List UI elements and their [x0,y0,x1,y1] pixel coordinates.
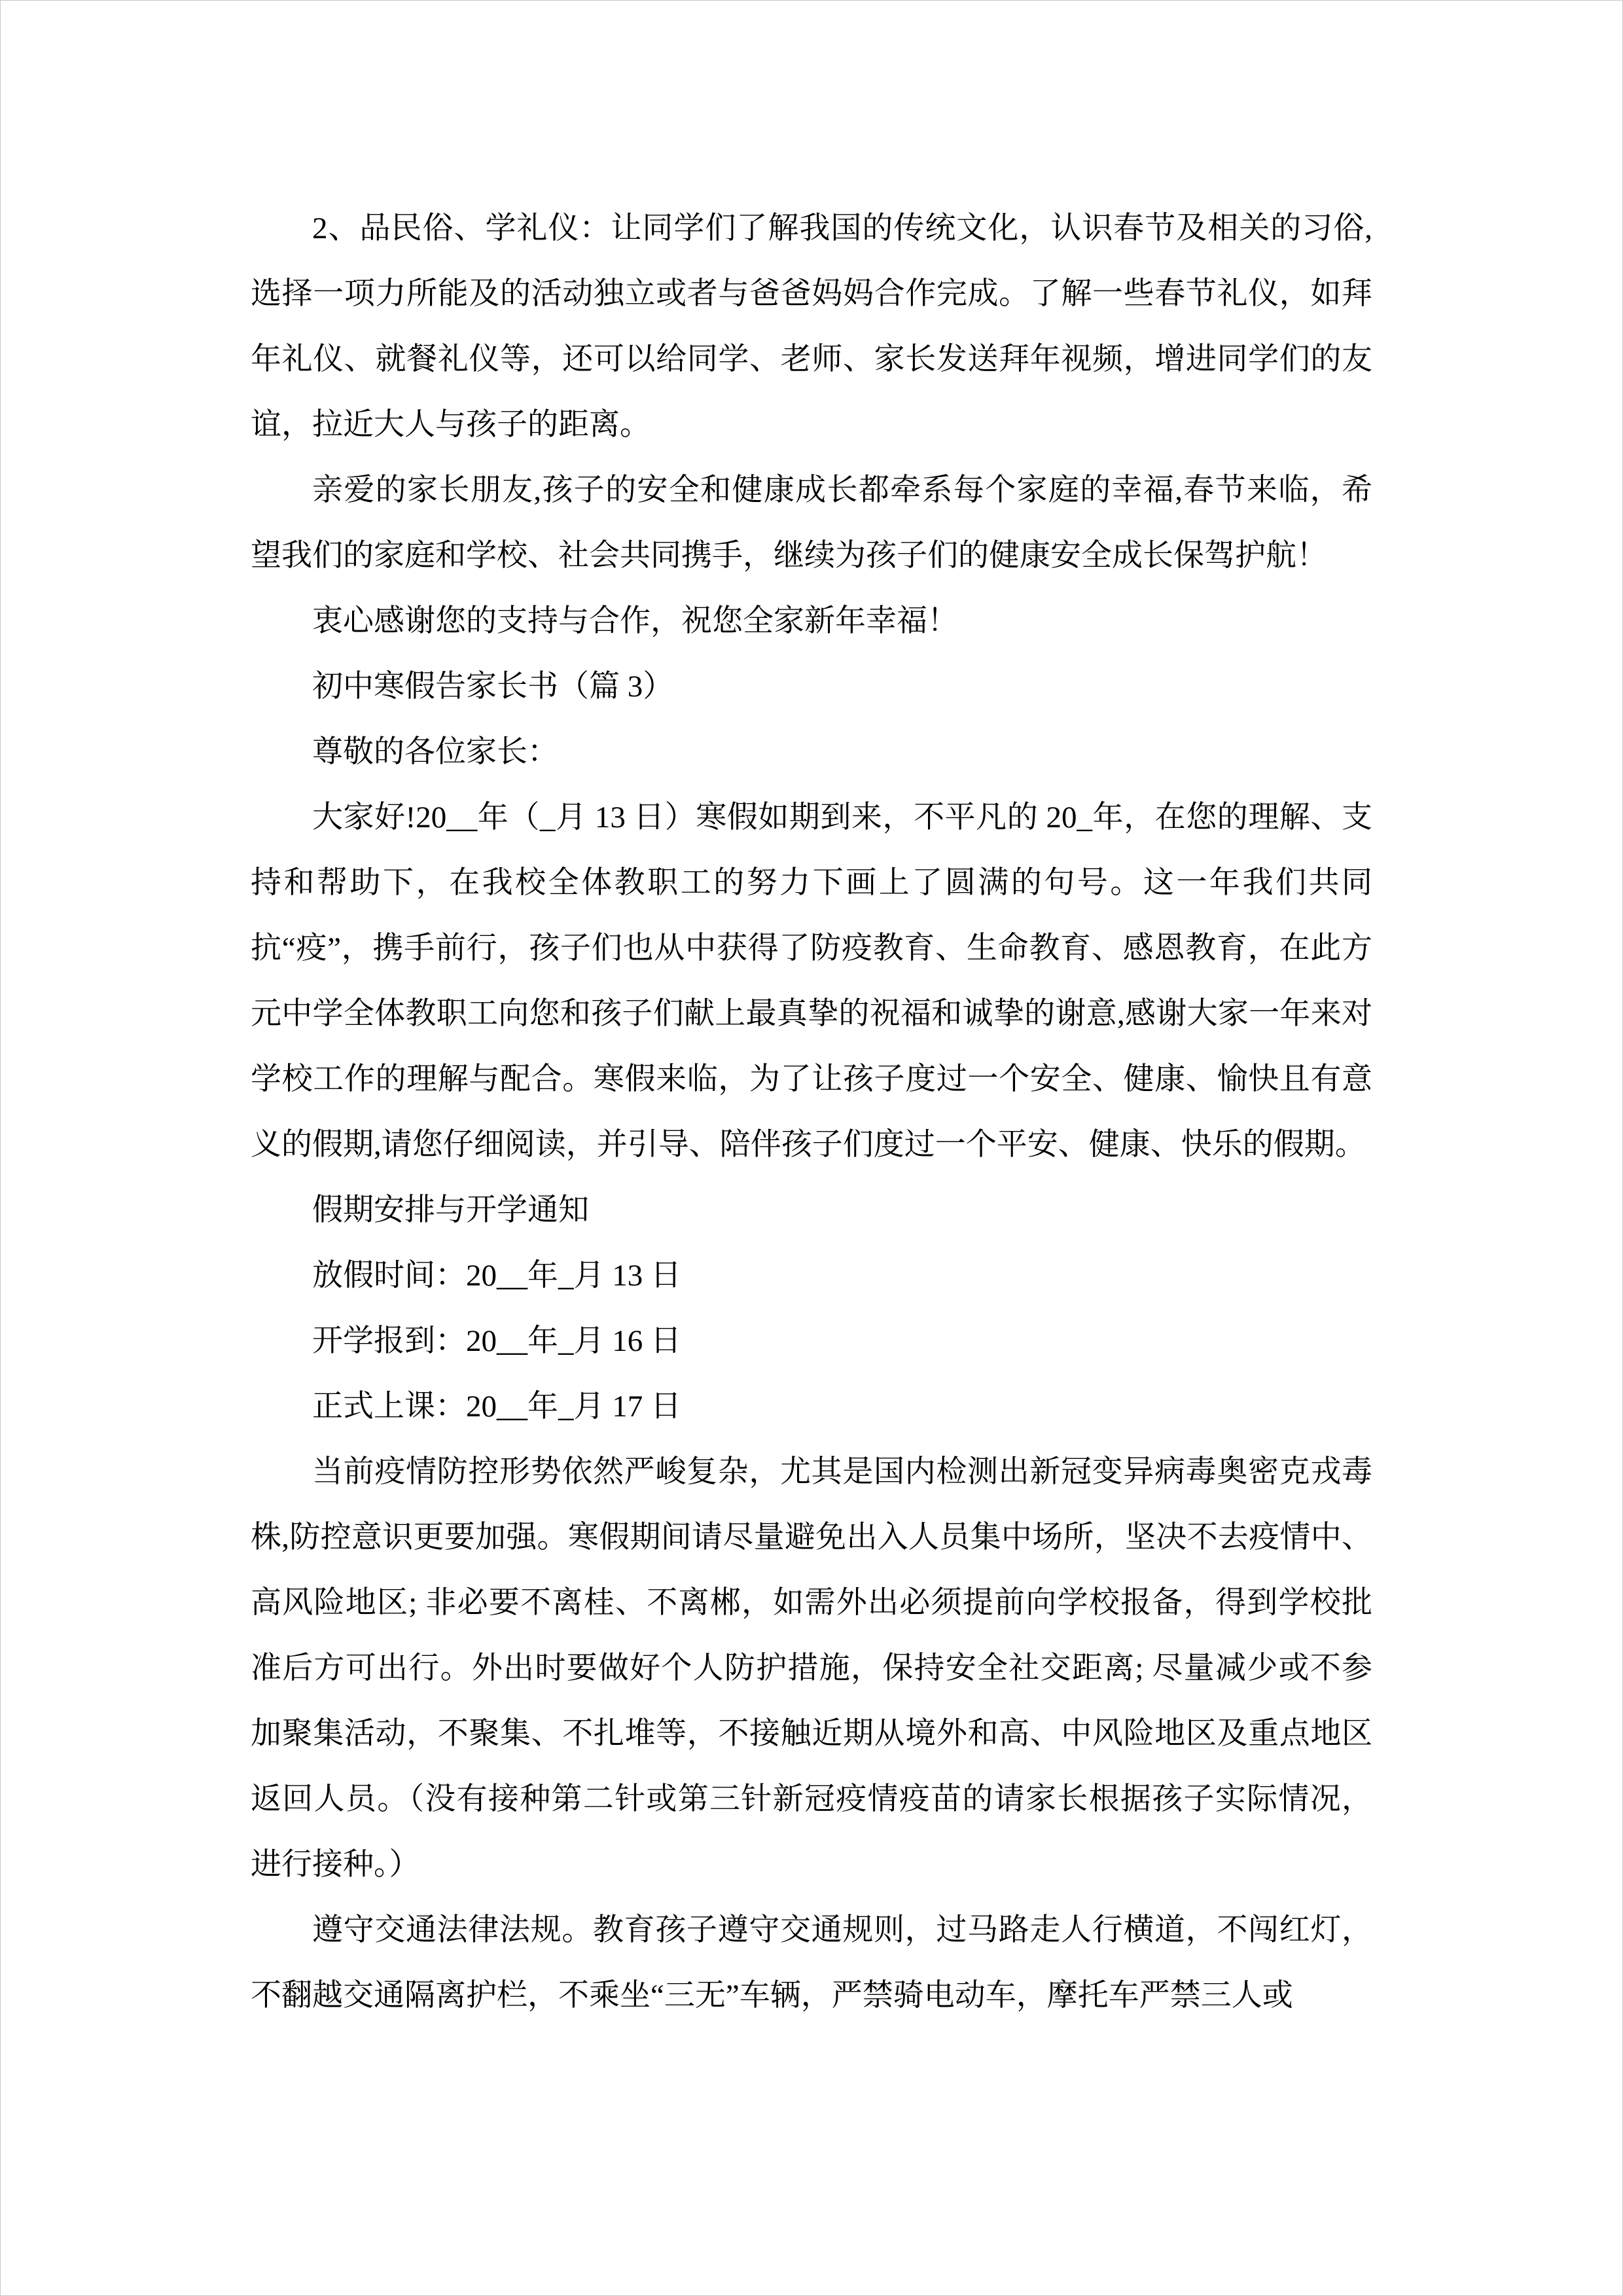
date-line-registration: 开学报到：20__年_月 16 日 [312,1324,681,1358]
section-title-part3: 初中寒假告家长书（篇 3） [312,670,674,704]
paragraph-year-review: 大家好!20__年（_月 13 日）寒假如期到来，不平凡的 20_年，在您的理解、支持和帮助下，在我校全体教职工的努力下画上了圆满的句号。这一年我们共同抗“疫”，携手前行，孩子们也从中获得了防疫教育、生命教育、感恩教育，在此方元中学全体教职工向您和孩子们献上最真挚的祝福和诚挚的谢意,感谢大家一年来对学校工作的理解与配合。寒假来临，为了让孩子度过一个安全、健康、愉快且有意义的假期,请您仔细阅读，并引导、陪伴孩子们度过一个平安、健康、快乐的假期。 [251,800,1372,1162]
date-line-vacation-start: 放假时间：20__年_月 13 日 [312,1259,681,1293]
paragraph-customs-etiquette: 2、品民俗、学礼仪：让同学们了解我国的传统文化，认识春节及相关的习俗,选择一项力所能及的活动独立或者与爸爸妈妈合作完成。了解一些春节礼仪，如拜年礼仪、就餐礼仪等，还可以给同学、老师、家长发送拜年视频，增进同学们的友谊，拉近大人与孩子的距离。 [251,211,1372,442]
date-line-classes-start: 正式上课：20__年_月 17 日 [312,1390,681,1424]
section-title-schedule-notice: 假期安排与开学通知 [312,1193,589,1227]
paragraph-epidemic-prevention: 当前疫情防控形势依然严峻复杂，尤其是国内检测出新冠变异病毒奥密克戎毒株,防控意识更要加强。寒假期间请尽量避免出入人员集中场所，坚决不去疫情中、高风险地区; 非必要不离桂、不离郴，如需外出必须提前向学校报备，得到学校批准后方可出行。外出时要做好个人防护措施，保持安全社交距离; 尽量减少或不参加聚集活动，不聚集、不扎堆等，不接触近期从境外和高、中风险地区及重点地区返回人员。（没有接种第二针或第三针新冠疫情疫苗的请家长根据孩子实际情况，进行接种。） [251,1455,1372,1882]
paragraph-traffic-rules: 遵守交通法律法规。教育孩子遵守交通规则，过马路走人行横道，不闯红灯，不翻越交通隔离护栏，不乘坐“三无”车辆，严禁骑电动车，摩托车严禁三人或 [251,1913,1372,2013]
paragraph-thanks-newyear: 衷心感谢您的支持与合作，祝您全家新年幸福！ [312,604,958,638]
salutation-dear-parents: 尊敬的各位家长： [312,735,558,769]
paragraph-dear-parents-safety: 亲爱的家长朋友,孩子的安全和健康成长都牵系每个家庭的幸福,春节来临，希望我们的家庭和学校、社会共同携手，继续为孩子们的健康安全成长保驾护航！ [251,473,1372,573]
document-body [251,196,1372,2028]
